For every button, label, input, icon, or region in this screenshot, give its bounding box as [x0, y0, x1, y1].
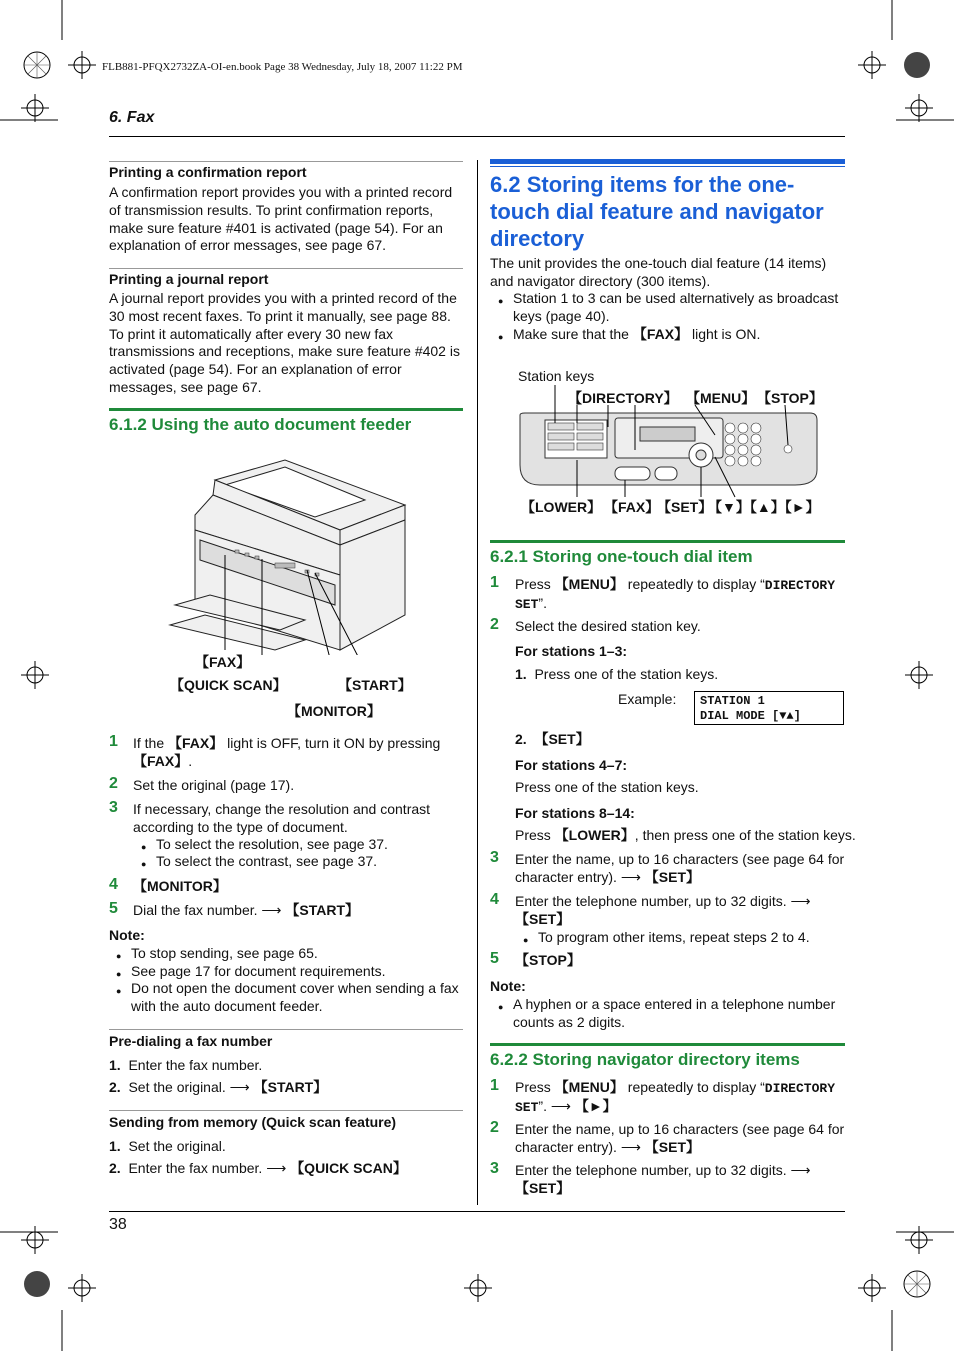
- column-divider: [477, 160, 478, 1205]
- step-number: 2: [490, 616, 499, 633]
- for-stations-1-3-step-1: 1. Press one of the station keys.: [515, 666, 719, 682]
- confirm-report-title: Printing a confirmation report: [109, 164, 307, 180]
- step-3-bullet: ● To select the resolution, see page 37.: [156, 836, 388, 854]
- s621-step-3: Enter the name, up to 16 characters (see page 64 for character entry). ⟶ 【SET】: [515, 851, 845, 885]
- heading-rule: [490, 1043, 845, 1046]
- print-slug: FLB881-PFQX2732ZA-OI-en.book Page 38 Wednesday, July 18, 2007 11:22 PM: [102, 61, 463, 73]
- note-label: Note:: [490, 978, 526, 994]
- step-1-text: If the 【FAX】 light is OFF, turn it ON by pressing 【FAX】.: [133, 735, 441, 769]
- for-stations-1-3: For stations 1–3:: [515, 643, 628, 659]
- adf-heading: 6.1.2 Using the auto document feeder: [109, 415, 412, 434]
- quick-scan-callout: 【QUICK SCAN】: [170, 677, 287, 693]
- nav-callout: 【▼】【▲】【►】: [708, 499, 820, 515]
- note-item: ● A hyphen or a space entered in a telephone number counts as 2 digits.: [513, 996, 835, 1032]
- step-number: 5: [109, 900, 118, 917]
- step-2-text: Set the original (page 17).: [133, 777, 295, 793]
- step-number: 2: [109, 775, 118, 792]
- directory-callout: 【DIRECTORY】: [568, 390, 678, 406]
- section-title: 6.2 Storing items for the one- touch dial feature and navigator directory: [490, 172, 824, 251]
- s621-step-2: Select the desired station key.: [515, 618, 701, 634]
- set-callout: 【SET】: [657, 499, 713, 515]
- step-number: 3: [109, 799, 118, 816]
- example-label: Example:: [618, 691, 677, 707]
- divider: [109, 161, 463, 162]
- page-number: 38: [109, 1216, 127, 1233]
- note-item: ● See page 17 for document requirements.: [131, 963, 386, 981]
- for-stations-8-14-text: Press 【LOWER】, then press one of the station keys.: [515, 827, 856, 843]
- step-4-text: 【MONITOR】: [133, 878, 227, 894]
- heading-rule: [490, 540, 845, 543]
- lcd-display: STATION 1 DIAL MODE [▼▲]: [694, 691, 844, 725]
- step-number: 5: [490, 950, 499, 967]
- intro-text: The unit provides the one-touch dial feature (14 items) and navigator directory (300 items).: [490, 255, 827, 289]
- step-3-text: If necessary, change the resolution and contrast according to the type of document.: [133, 801, 431, 835]
- fax-callout: 【FAX】: [195, 654, 251, 670]
- control-panel-illustration: [515, 385, 820, 500]
- monitor-callout: 【MONITOR】: [287, 703, 381, 719]
- step-number: 2: [490, 1119, 499, 1136]
- title-rule: [490, 159, 845, 164]
- divider: [109, 268, 463, 269]
- s621-step-4-bullet: ● To program other items, repeat steps 2 to 4.: [538, 929, 810, 947]
- predial-title: Pre-dialing a fax number: [109, 1033, 273, 1049]
- step-number: 4: [109, 876, 118, 893]
- s622-step-3: Enter the telephone number, up to 32 digits. ⟶ 【SET】: [515, 1162, 811, 1196]
- memory-step-1: 1. Set the original.: [109, 1138, 226, 1154]
- note-item: ● To stop sending, see page 65.: [131, 945, 318, 963]
- intro-bullet: ● Station 1 to 3 can be used alternatively as broadcast keys (page 40).: [513, 290, 838, 326]
- intro-bullet: ● Make sure that the 【FAX】 light is ON.: [513, 326, 760, 344]
- title-rule-thin: [490, 166, 845, 167]
- heading-rule: [109, 408, 463, 411]
- step-3-bullet: ● To select the contrast, see page 37.: [156, 853, 377, 871]
- divider: [109, 1029, 463, 1030]
- predial-step-1: 1. Enter the fax number.: [109, 1057, 263, 1073]
- memory-step-2: 2. Enter the fax number. ⟶ 【QUICK SCAN】: [109, 1160, 407, 1176]
- step-number: 1: [109, 733, 118, 750]
- note-item-cont: with the auto document feeder.: [131, 998, 323, 1014]
- note-label: Note:: [109, 927, 145, 943]
- for-stations-1-3-step-2: 2. 【SET】: [515, 731, 590, 747]
- s622-heading: 6.2.2 Storing navigator directory items: [490, 1050, 800, 1069]
- step-number: 3: [490, 1160, 499, 1177]
- step-number: 3: [490, 849, 499, 866]
- lower-callout: 【LOWER】: [521, 499, 602, 515]
- s621-step-4: Enter the telephone number, up to 32 digits. ⟶ 【SET】: [515, 893, 811, 927]
- for-stations-4-7-text: Press one of the station keys.: [515, 779, 699, 795]
- predial-step-2: 2. Set the original. ⟶ 【START】: [109, 1079, 328, 1095]
- s621-heading: 6.2.1 Storing one-touch dial item: [490, 547, 753, 566]
- s622-step-1: Press 【MENU】 repeatedly to display “DIRECTORY SET”. ⟶ 【►】: [515, 1079, 835, 1115]
- note-item: ● Do not open the document cover when sending a fax: [131, 980, 459, 998]
- memory-title: Sending from memory (Quick scan feature): [109, 1114, 397, 1130]
- step-number: 4: [490, 891, 499, 908]
- station-keys-label: Station keys: [518, 368, 595, 384]
- for-stations-8-14: For stations 8–14:: [515, 805, 635, 821]
- step-number: 1: [490, 1077, 499, 1094]
- fax-machine-illustration: [165, 455, 415, 655]
- stop-callout: 【STOP】: [757, 390, 823, 406]
- confirm-report-text: A confirmation report provides you with a printed record of transmission results. To print confirmation reports, make sure feature #401 is activated (page 54). For an explanation of error messages, see page 67.: [109, 184, 453, 254]
- fax-panel-callout: 【FAX】: [604, 499, 660, 515]
- s622-step-2: Enter the name, up to 16 characters (see page 64 for character entry). ⟶ 【SET】: [515, 1121, 845, 1155]
- footer-rule: [109, 1211, 845, 1212]
- divider: [109, 1110, 463, 1111]
- chapter-header: 6. Fax: [109, 109, 155, 126]
- s621-step-5: 【STOP】: [515, 952, 581, 968]
- journal-report-title: Printing a journal report: [109, 271, 269, 287]
- start-callout: 【START】: [338, 677, 412, 693]
- header-rule: [109, 136, 845, 137]
- s621-step-1: Press 【MENU】 repeatedly to display “DIRECTORY SET”.: [515, 576, 835, 612]
- step-5-text: Dial the fax number. ⟶ 【START】: [133, 902, 359, 918]
- for-stations-4-7: For stations 4–7:: [515, 757, 628, 773]
- journal-report-text: A journal report provides you with a printed record of the 30 most recent faxes. To print it manually, see page 88. To print it automatically after every 30 new fax transmissions and receptions, make sure feature #402 is activated (page 54). For an explanation of error messages, see page 67.: [109, 290, 460, 395]
- menu-callout: 【MENU】: [686, 390, 756, 406]
- step-number: 1: [490, 574, 499, 591]
